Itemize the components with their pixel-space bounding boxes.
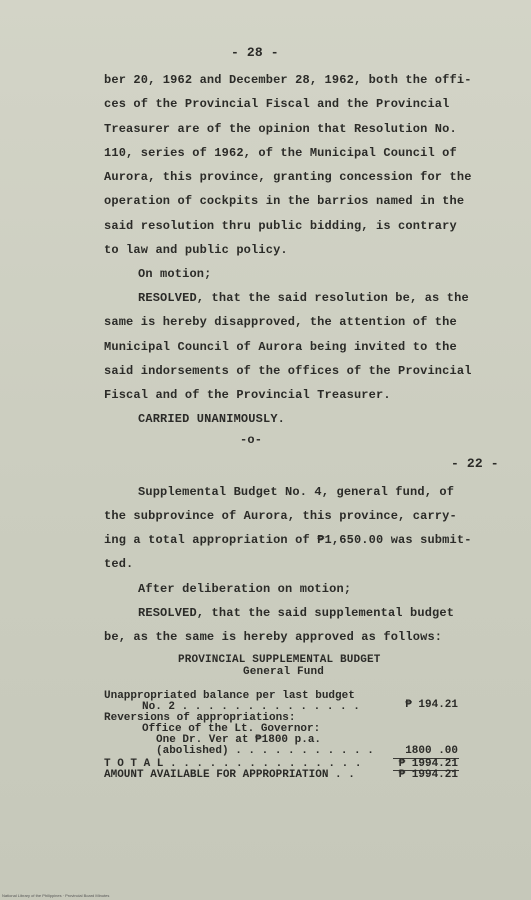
- archive-footer: National Library of the Philippines · Provincial Board Minutes: [2, 893, 110, 898]
- unappropriated-amount: ₱ 194.21: [405, 699, 458, 711]
- paragraph-line: ing a total appropriation of ₱1,650.00 was submit-: [104, 533, 472, 547]
- resolved-line: RESOLVED, that the said resolution be, as the: [138, 291, 469, 305]
- paragraph-line: ces of the Provincial Fiscal and the Provincial: [104, 97, 450, 111]
- resolved-line: Municipal Council of Aurora being invited to the: [104, 340, 457, 354]
- unappropriated-label: Unappropriated balance per last budget: [104, 690, 355, 702]
- paragraph-line: 110, series of 1962, of the Municipal Council of: [104, 146, 457, 160]
- paragraph-line: ted.: [104, 557, 134, 571]
- paragraph-line: the subprovince of Aurora, this province, carry-: [104, 509, 457, 523]
- total-label: T O T A L . . . . . . . . . . . . . . .: [104, 758, 362, 770]
- paragraph-line: Supplemental Budget No. 4, general fund, of: [138, 485, 455, 499]
- carried-line: CARRIED UNANIMOUSLY.: [138, 412, 286, 426]
- paragraph-line: Aurora, this province, granting concession for the: [104, 170, 472, 184]
- after-deliberation-line: After deliberation on motion;: [138, 582, 352, 596]
- paragraph-line: ber 20, 1962 and December 28, 1962, both the offi-: [104, 73, 472, 87]
- resolved-line: Fiscal and of the Provincial Treasurer.: [104, 388, 391, 402]
- abolished-amount: 1800 .00: [405, 745, 458, 757]
- reversions-label: Reversions of appropriations:: [104, 712, 296, 724]
- budget-subtitle: General Fund: [243, 666, 325, 678]
- section-number: - 22 -: [451, 456, 499, 471]
- page-number: - 28 -: [231, 45, 279, 60]
- paragraph-line: Treasurer are of the opinion that Resolution No.: [104, 122, 457, 136]
- section-divider: -o-: [240, 433, 263, 447]
- budget-title: PROVINCIAL SUPPLEMENTAL BUDGET: [178, 654, 381, 666]
- available-amount: ₱ 1994.21: [398, 769, 458, 781]
- resolved-line: RESOLVED, that the said supplemental budget: [138, 606, 455, 620]
- office-label: Office of the Lt. Governor:: [142, 723, 321, 735]
- resolved-line: said indorsements of the offices of the Provincial: [104, 364, 472, 378]
- abolished-label: (abolished) . . . . . . . . . . .: [156, 745, 374, 757]
- one-dr-label: One Dr. Ver at ₱1800 p.a.: [156, 734, 322, 746]
- on-motion-line: On motion;: [138, 267, 212, 281]
- paragraph-line: said resolution thru public bidding, is contrary: [104, 219, 457, 233]
- paragraph-line: operation of cockpits in the barrios named in the: [104, 194, 465, 208]
- available-label: AMOUNT AVAILABLE FOR APPROPRIATION . .: [104, 769, 355, 781]
- resolved-line: same is hereby disapproved, the attention of the: [104, 315, 457, 329]
- resolved-line: be, as the same is hereby approved as follows:: [104, 630, 443, 644]
- no2-label: No. 2 . . . . . . . . . . . . . .: [142, 701, 360, 713]
- paragraph-line: to law and public policy.: [104, 243, 288, 257]
- total-amount: ₱ 1994.21: [398, 758, 458, 770]
